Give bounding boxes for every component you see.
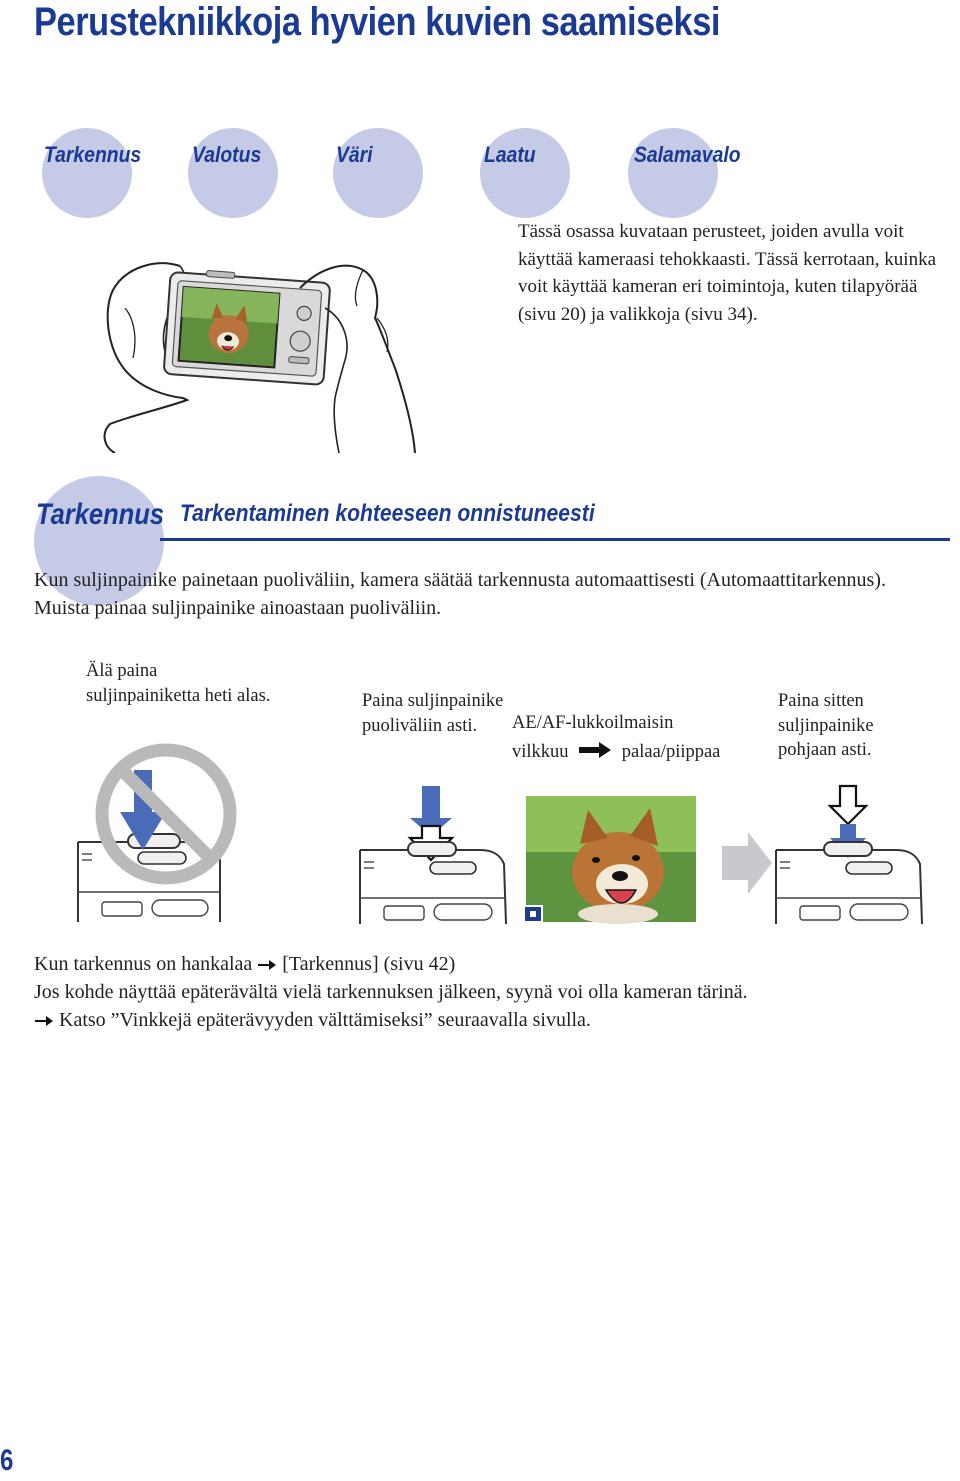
intro-paragraph: Tässä osassa kuvataan perusteet, joiden avulla voit käyttää kameraasi tehokkaasti. Tässä kerrotaan, kuinka voit käyttää kameran eri toimintoja, kuten tilapyörää (sivu 20) ja valikkoja (sivu 34). xyxy=(518,221,937,325)
caption-lock-indicator-title: AE/AF-lukkoilmaisin xyxy=(512,713,674,733)
topic-label-flash[interactable]: Salamavalo xyxy=(634,142,741,167)
caption-half-press: Paina suljinpainike puoliväliin asti. xyxy=(362,691,504,736)
topic-label-quality[interactable]: Laatu xyxy=(484,142,536,167)
caption-full-press: Paina sitten suljinpainike pohjaan asti. xyxy=(778,691,874,760)
note-difficult-focus xyxy=(34,950,934,978)
focused-dog-photo xyxy=(518,796,698,926)
arrow-right-icon xyxy=(257,959,277,971)
next-step-arrow-icon xyxy=(722,832,772,894)
caption-dont-press: Älä paina suljinpainiketta heti alas. xyxy=(86,661,271,706)
right-arrow-icon xyxy=(577,741,613,759)
caption-lock-blink xyxy=(512,740,720,765)
note-see-next-page xyxy=(34,1006,934,1034)
topic-label-color[interactable]: Väri xyxy=(336,142,373,167)
note-difficult-focus-text: Kun tarkennus on hankalaa xyxy=(34,953,253,975)
full-press-illustration xyxy=(774,780,924,924)
camera-in-hands-illustration xyxy=(95,248,430,453)
caption-lock-blink-text: vilkkuu xyxy=(512,742,569,762)
topic-label-exposure[interactable]: Valotus xyxy=(192,142,262,167)
section-topic-label: Tarkennus xyxy=(36,498,165,531)
section-divider xyxy=(160,538,950,541)
page-number: 6 xyxy=(0,1444,14,1477)
page-title: Perustekniikkoja hyvien kuvien saamiseksi xyxy=(34,0,721,44)
section-body: Kun suljinpainike painetaan puoliväliin, kamera säätää tarkennusta automaattisesti (Automaattitarkennus). Muista painaa suljinpainike ainoastaan puoliväliin. xyxy=(34,569,886,619)
note-see-next-page-text[interactable]: Katso ”Vinkkejä epäterävyyden välttämiseksi” seuraavalla sivulla. xyxy=(59,1009,591,1031)
no-full-press-illustration xyxy=(76,742,246,924)
section-heading: Tarkentaminen kohteeseen onnistuneesti xyxy=(180,500,595,527)
topic-label-focus[interactable]: Tarkennus xyxy=(44,142,142,167)
caption-lock-result-text: palaa/piippaa xyxy=(621,742,721,762)
note-camera-shake: Jos kohde näyttää epäterävältä vielä tarkennuksen jälkeen, syynä voi olla kameran tärinä. xyxy=(34,981,748,1003)
note-focus-link[interactable]: [Tarkennus] (sivu 42) xyxy=(282,953,456,975)
arrow-right-icon xyxy=(34,1015,54,1027)
half-press-illustration xyxy=(358,780,508,924)
